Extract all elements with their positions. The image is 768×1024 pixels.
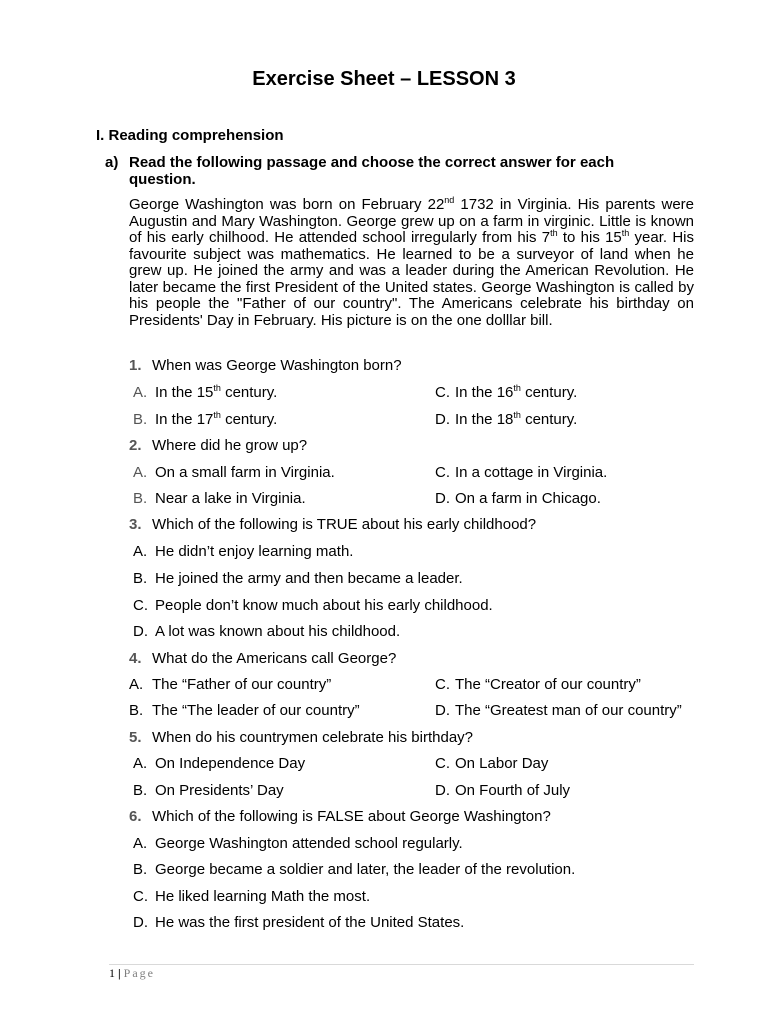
option-1c: C. In the 16th century. <box>435 383 578 401</box>
reading-passage: George Washington was born on February 22nd 1732 in Virginia. His parents were Augustin and Mary Washington. George grew up on a farm in virginic. Little is known of his early chilhood. He attended school irregularly from his 7th to his 15th year. His favourite subject was mathematics. He learned to be a surveyor of land when he grew up. He joined the army and was a leader during the American Revolution. He later became the first President of the United states. George Washington is called by his people the "Father of our country". The Americans celebrate his birthday on Presidents' Day in February. His picture is on the one dolllar bill. <box>129 195 694 329</box>
option-3b: B. He joined the army and then became a leader. <box>133 570 463 587</box>
option-5a: A. On Independence Day <box>133 755 306 772</box>
option-5c: C. On Labor Day <box>435 755 549 772</box>
page-footer <box>109 966 155 981</box>
option-6a: A. George Washington attended school regularly. <box>133 835 463 852</box>
question-3: 3. Which of the following is TRUE about his early childhood? <box>129 516 537 533</box>
question-4: 4. What do the Americans call George? <box>129 650 397 667</box>
option-1d: D. In the 18th century. <box>435 410 578 428</box>
option-6d: D. He was the first president of the United States. <box>133 914 465 931</box>
instruction-text: Read the following passage and choose the correct answer for each question. <box>129 154 615 188</box>
option-5d: D. On Fourth of July <box>435 782 571 799</box>
footer-divider <box>109 964 694 965</box>
option-3a: A. He didn’t enjoy learning math. <box>133 543 354 560</box>
option-6c: C. He liked learning Math the most. <box>133 888 371 905</box>
option-2a: A. On a small farm in Virginia. <box>133 464 335 481</box>
option-2c: C. In a cottage in Virginia. <box>435 464 608 481</box>
option-2d: D. On a farm in Chicago. <box>435 490 601 507</box>
option-1b: B. In the 17th century. <box>133 410 278 428</box>
section-heading: I. Reading comprehension <box>96 127 284 144</box>
question-1: 1. When was George Washington born? <box>129 357 402 374</box>
option-2b: B. Near a lake in Virginia. <box>133 490 306 507</box>
option-4a: A. The “Father of our country” <box>129 676 332 693</box>
page-number: 1 <box>109 966 115 980</box>
option-4b: B. The “The leader of our country” <box>129 702 360 719</box>
page-title: Exercise Sheet – LESSON 3 <box>252 68 516 90</box>
question-6: 6. Which of the following is FALSE about George Washington? <box>129 808 551 825</box>
question-5: 5. When do his countrymen celebrate his birthday? <box>129 729 474 746</box>
option-3d: D. A lot was known about his childhood. <box>133 623 401 640</box>
option-5b: B. On Presidents’ Day <box>133 782 284 799</box>
option-4c: C. The “Creator of our country” <box>435 676 641 693</box>
question-2: 2. Where did he grow up? <box>129 437 308 454</box>
footer-separator: | <box>118 966 121 980</box>
page-label: Page <box>123 966 155 980</box>
option-1a: A. In the 15th century. <box>133 383 278 401</box>
option-6b: B. George became a soldier and later, the leader of the revolution. <box>133 861 576 878</box>
option-4d: D. The “Greatest man of our country” <box>435 702 682 719</box>
option-3c: C. People don’t know much about his early childhood. <box>133 597 493 614</box>
instruction-letter: a) <box>105 154 119 171</box>
